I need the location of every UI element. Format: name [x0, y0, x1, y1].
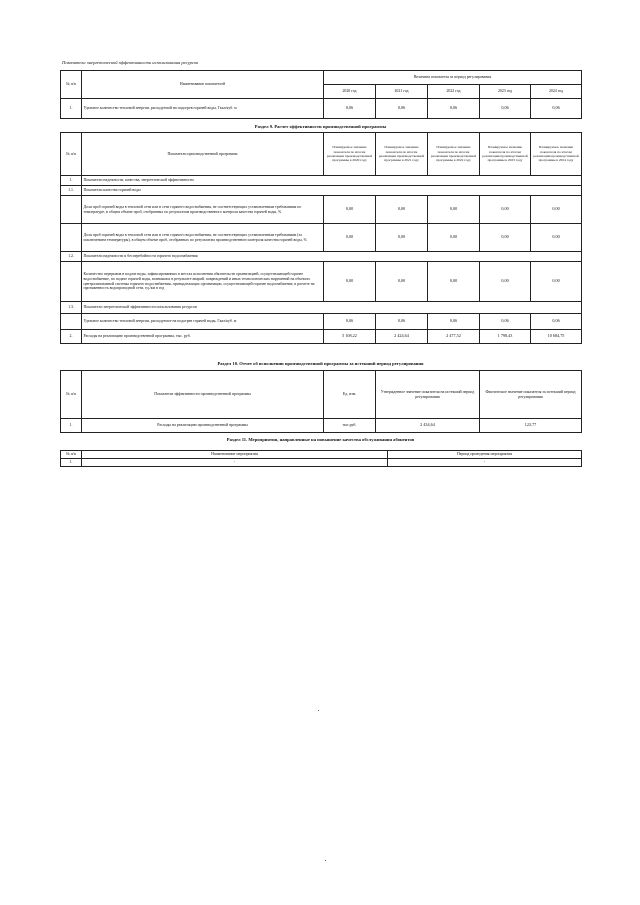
t1-value: 0,06	[428, 99, 480, 119]
table-row	[61, 196, 582, 224]
t4-header-num: № п/п	[61, 451, 82, 459]
t2-header-num: № п/п	[61, 133, 82, 176]
t1-value: 0,06	[324, 99, 376, 119]
t1-row-name: Удельное количество тепловой энергии, расходуемой на подогрев горячей воды, Гкал/куб. м	[82, 99, 324, 119]
scan-speck	[318, 710, 319, 711]
t2-row-num: 2.	[61, 330, 82, 344]
t1-header-num: № п/п	[61, 71, 82, 99]
table-row	[61, 224, 582, 252]
t3-row-num: 1.	[61, 419, 82, 433]
t2-row-num: 1.	[61, 176, 82, 186]
t2-value: 0,06	[531, 314, 582, 330]
table-row	[61, 314, 582, 330]
t2-header-name: Показатели производственной программы	[82, 133, 324, 176]
table-row	[61, 252, 582, 262]
t2-row-num: 1.2.	[61, 252, 82, 262]
t2-header-2021: Планируемое значение показателя по итогам реализации производственной программы в 2021 году	[376, 133, 428, 176]
t2-value: 0,00	[376, 224, 428, 252]
t2-value: 0,00	[324, 224, 376, 252]
t2-value: 0,00	[428, 196, 480, 224]
t2-value: 0,06	[376, 314, 428, 330]
t2-row-num	[61, 196, 82, 224]
t2-value: 0,00	[531, 224, 582, 252]
t3-header-fact: Фактическое значение показателя за истекший период регулирования	[480, 371, 582, 419]
t1-header-group: Величина показателя за период регулирования	[324, 71, 582, 85]
t3-row-unit: тыс.руб.	[324, 419, 376, 433]
t2-value: 1 798,43	[480, 330, 531, 344]
t2-value: 0,00	[480, 262, 531, 302]
t1-header-name: Наименование показателей	[82, 71, 324, 99]
t2-header-2023: Планируемое значение показателя по итогам реализации производственной программы в 2023 году	[480, 133, 531, 176]
scan-speck	[325, 860, 326, 861]
t2-row-name: Количество перерывов в подаче воды, зафиксированных в местах исполнения обязательств организацией, осуществляющей горячее водоснабжение, по подаче горячей воды, возникших в результате аварий, повреждений и иных технологических нарушений на объектах централизованной системы горячего водоснабжения, принадлежащих организации, осуществляющей горячее водоснабжение, в расчете на протяженность водопроводной сети, ед./км в год	[82, 262, 324, 302]
t2-row-name: Показатели энергетической эффективности использования ресурсов	[82, 302, 582, 314]
section9-title: Раздел 9. Расчет эффективности производственной программы	[254, 124, 387, 129]
t1-year-2024: 2024 год	[531, 85, 582, 99]
table1-caption: Показатели энергетической эффективности использования ресурсов	[62, 60, 199, 65]
t2-row-name: Удельное количество тепловой энергии, расходуемое на подогрев горячей воды, Гкал/куб. м	[82, 314, 324, 330]
program-efficiency-table	[60, 132, 582, 344]
t2-value: 0,00	[531, 196, 582, 224]
t2-value: 0,00	[324, 262, 376, 302]
t4-header-name: Наименование мероприятия	[82, 451, 388, 459]
t2-header-2024: Планируемое значение показателя по итогам реализации производственной программы в 2024 году	[531, 133, 582, 176]
t2-value: 0,00	[324, 196, 376, 224]
t1-year-2021: 2021 год	[376, 85, 428, 99]
t3-header-num: № п/п	[61, 371, 82, 419]
t1-row-num: 1.	[61, 99, 82, 119]
t2-value: 0,00	[376, 196, 428, 224]
t2-row-name: Показатели надежности и бесперебойности горячего водоснабжения	[82, 252, 582, 262]
section11-title: Раздел 11. Мероприятия, направленные на повышение качества обслуживания абонентов	[226, 437, 415, 442]
table-row	[61, 186, 582, 196]
t2-row-name: Доля проб горячей воды в тепловой сети или в сети горячего водоснабжения, не соответствующих установленным требованиям (за исключением температуры), в общем объеме проб, отобранных по результатам производственного контроля качества горячей воды, %	[82, 224, 324, 252]
program-report-table	[60, 370, 582, 433]
t2-value: 0,06	[480, 314, 531, 330]
service-measures-table	[60, 450, 582, 467]
t3-row-plan: 2 434,64	[376, 419, 480, 433]
t2-row-name: Расходы на реализацию производственной программы, тыс. руб.	[82, 330, 324, 344]
t2-row-num	[61, 262, 82, 302]
t2-value: 0,06	[324, 314, 376, 330]
t4-row-period: -	[388, 459, 582, 467]
t2-row-name: Показатели надежности, качества, энергетической эффективности:	[82, 176, 582, 186]
t3-header-plan: Утвержденное значение показателя на истекший период регулирования	[376, 371, 480, 419]
table-row	[61, 459, 582, 467]
energy-efficiency-table	[60, 70, 582, 119]
t1-year-2020: 2020 год	[324, 85, 376, 99]
t1-value: 0,06	[376, 99, 428, 119]
t4-row-num: 1.	[61, 459, 82, 467]
section10-title: Раздел 10. Отчет об исполнении производственной программы за истекший период регулирования	[217, 361, 424, 366]
table-row	[61, 262, 582, 302]
t2-value: 0,06	[428, 314, 480, 330]
t2-value: 5 108,22	[324, 330, 376, 344]
t2-row-name: Доля проб горячей воды в тепловой сети или в сети горячего водоснабжения, не соответствующих установленным требованиям по температуре, в общем объеме проб, отобранных по результатам производственного контроля качества горячей воды, %	[82, 196, 324, 224]
t3-header-unit: Ед. изм.	[324, 371, 376, 419]
t2-header-2020: Планируемое значение показателя по итогам реализации производственной программы в 2020 году	[324, 133, 376, 176]
t2-value: 2 424,64	[376, 330, 428, 344]
t1-year-2023: 2023 год	[480, 85, 531, 99]
t2-value: 0,00	[428, 262, 480, 302]
t2-row-num	[61, 224, 82, 252]
t2-header-2022: Планируемое значение показателя по итогам реализации производственной программы в 2022 году	[428, 133, 480, 176]
t1-value: 0,06	[531, 99, 582, 119]
t2-row-num: 1.1.	[61, 186, 82, 196]
t4-header-period: Период проведения мероприятия	[388, 451, 582, 459]
t2-value: 0,00	[531, 262, 582, 302]
t1-value: 0,06	[480, 99, 531, 119]
table-row	[61, 176, 582, 186]
table-row	[61, 419, 582, 433]
t2-value: 0,00	[428, 224, 480, 252]
t2-value: 0,00	[376, 262, 428, 302]
t2-row-num	[61, 314, 82, 330]
t1-year-2022: 2022 год	[428, 85, 480, 99]
t2-value: 2 477,52	[428, 330, 480, 344]
t3-header-name: Показатели эффективности производственной программы	[82, 371, 324, 419]
t2-row-num: 1.3.	[61, 302, 82, 314]
t2-value: 0,00	[480, 196, 531, 224]
t2-value: 10 684,75	[531, 330, 582, 344]
t3-row-fact: 123,77	[480, 419, 582, 433]
table-row	[61, 302, 582, 314]
t3-row-name: Расходы на реализацию производственной программы	[82, 419, 324, 433]
table-row	[61, 330, 582, 344]
t4-row-name: -	[82, 459, 388, 467]
t2-value: 0,00	[480, 224, 531, 252]
table-row	[61, 99, 582, 119]
t2-row-name: Показатели качества горячей воды	[82, 186, 582, 196]
